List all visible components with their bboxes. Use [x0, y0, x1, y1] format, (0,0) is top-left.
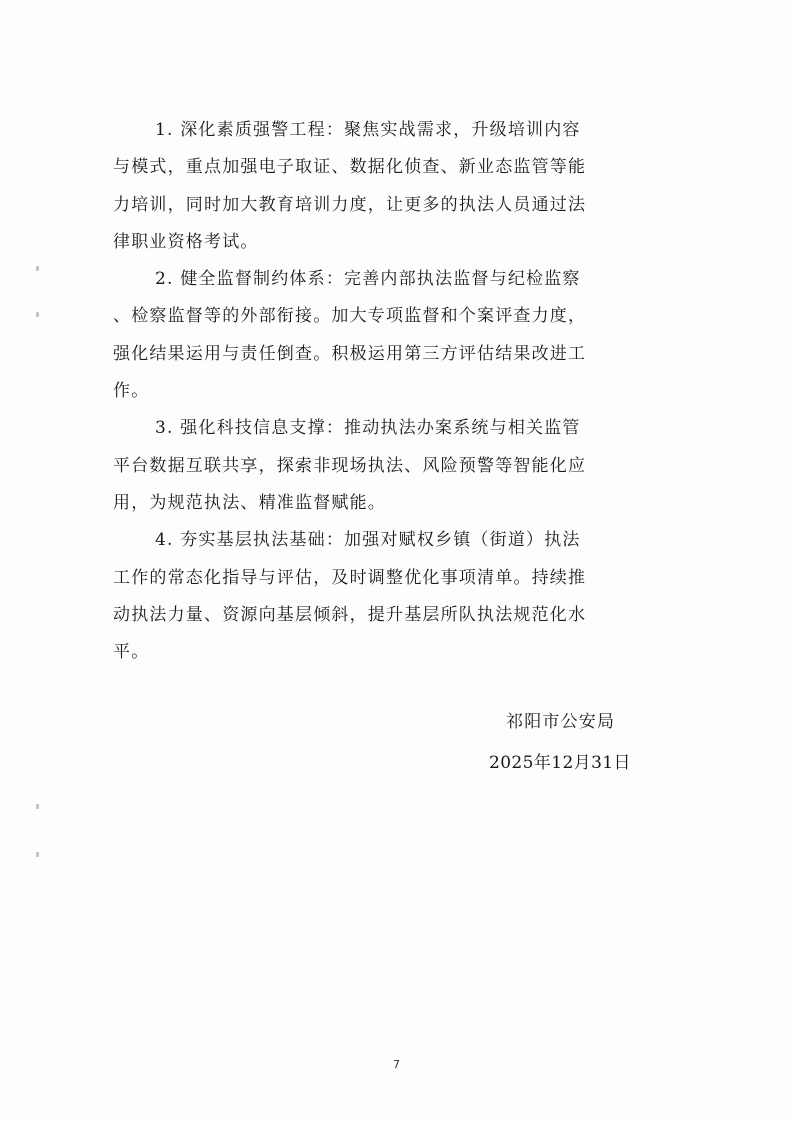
scan-speck	[36, 266, 39, 271]
scan-speck	[36, 852, 39, 857]
paragraph-line: 、检察监督等的外部衔接。加大专项监督和个案评查力度，	[113, 306, 587, 327]
paragraph-line: 作。	[113, 381, 150, 402]
signature-organization: 祁阳市公安局	[506, 712, 616, 732]
paragraph-line: 2. 健全监督制约体系：完善内部执法监督与纪检监察	[155, 269, 581, 290]
paragraph-2	[113, 261, 698, 410]
paragraph-line: 工作的常态化指导与评估，及时调整优化事项清单。持续推	[113, 567, 587, 588]
paragraph-line: 律职业资格考试。	[113, 231, 259, 252]
scan-speck	[36, 804, 39, 809]
paragraph-line: 平台数据互联共享，探索非现场执法、风险预警等智能化应	[113, 455, 587, 476]
scan-speck	[36, 312, 39, 317]
paragraph-line: 用，为规范执法、精准监督赋能。	[113, 492, 386, 513]
paragraph-line: 强化结果运用与责任倒查。积极运用第三方评估结果改进工	[113, 343, 587, 364]
paragraph-line: 平。	[113, 642, 150, 663]
signature-date: 2025年12月31日	[489, 753, 631, 773]
paragraph-line: 与模式，重点加强电子取证、数据化侦查、新业态监管等能	[113, 157, 587, 178]
paragraph-line: 1. 深化素质强警工程：聚焦实战需求，升级培训内容	[155, 120, 581, 140]
paragraph-line: 4. 夯实基层执法基础：加强对赋权乡镇（街道）执法	[155, 530, 581, 551]
paragraph-line: 动执法力量、资源向基层倾斜，提升基层所队执法规范化水	[113, 604, 587, 625]
page-number: 7	[393, 1058, 400, 1071]
paragraph-1	[113, 112, 698, 261]
paragraph-line: 3. 强化科技信息支撑：推动执法办案系统与相关监管	[155, 418, 581, 439]
document-body	[113, 112, 698, 671]
paragraph-line: 力培训，同时加大教育培训力度，让更多的执法人员通过法	[113, 194, 587, 215]
paragraph-4	[113, 522, 698, 671]
paragraph-3	[113, 410, 698, 522]
